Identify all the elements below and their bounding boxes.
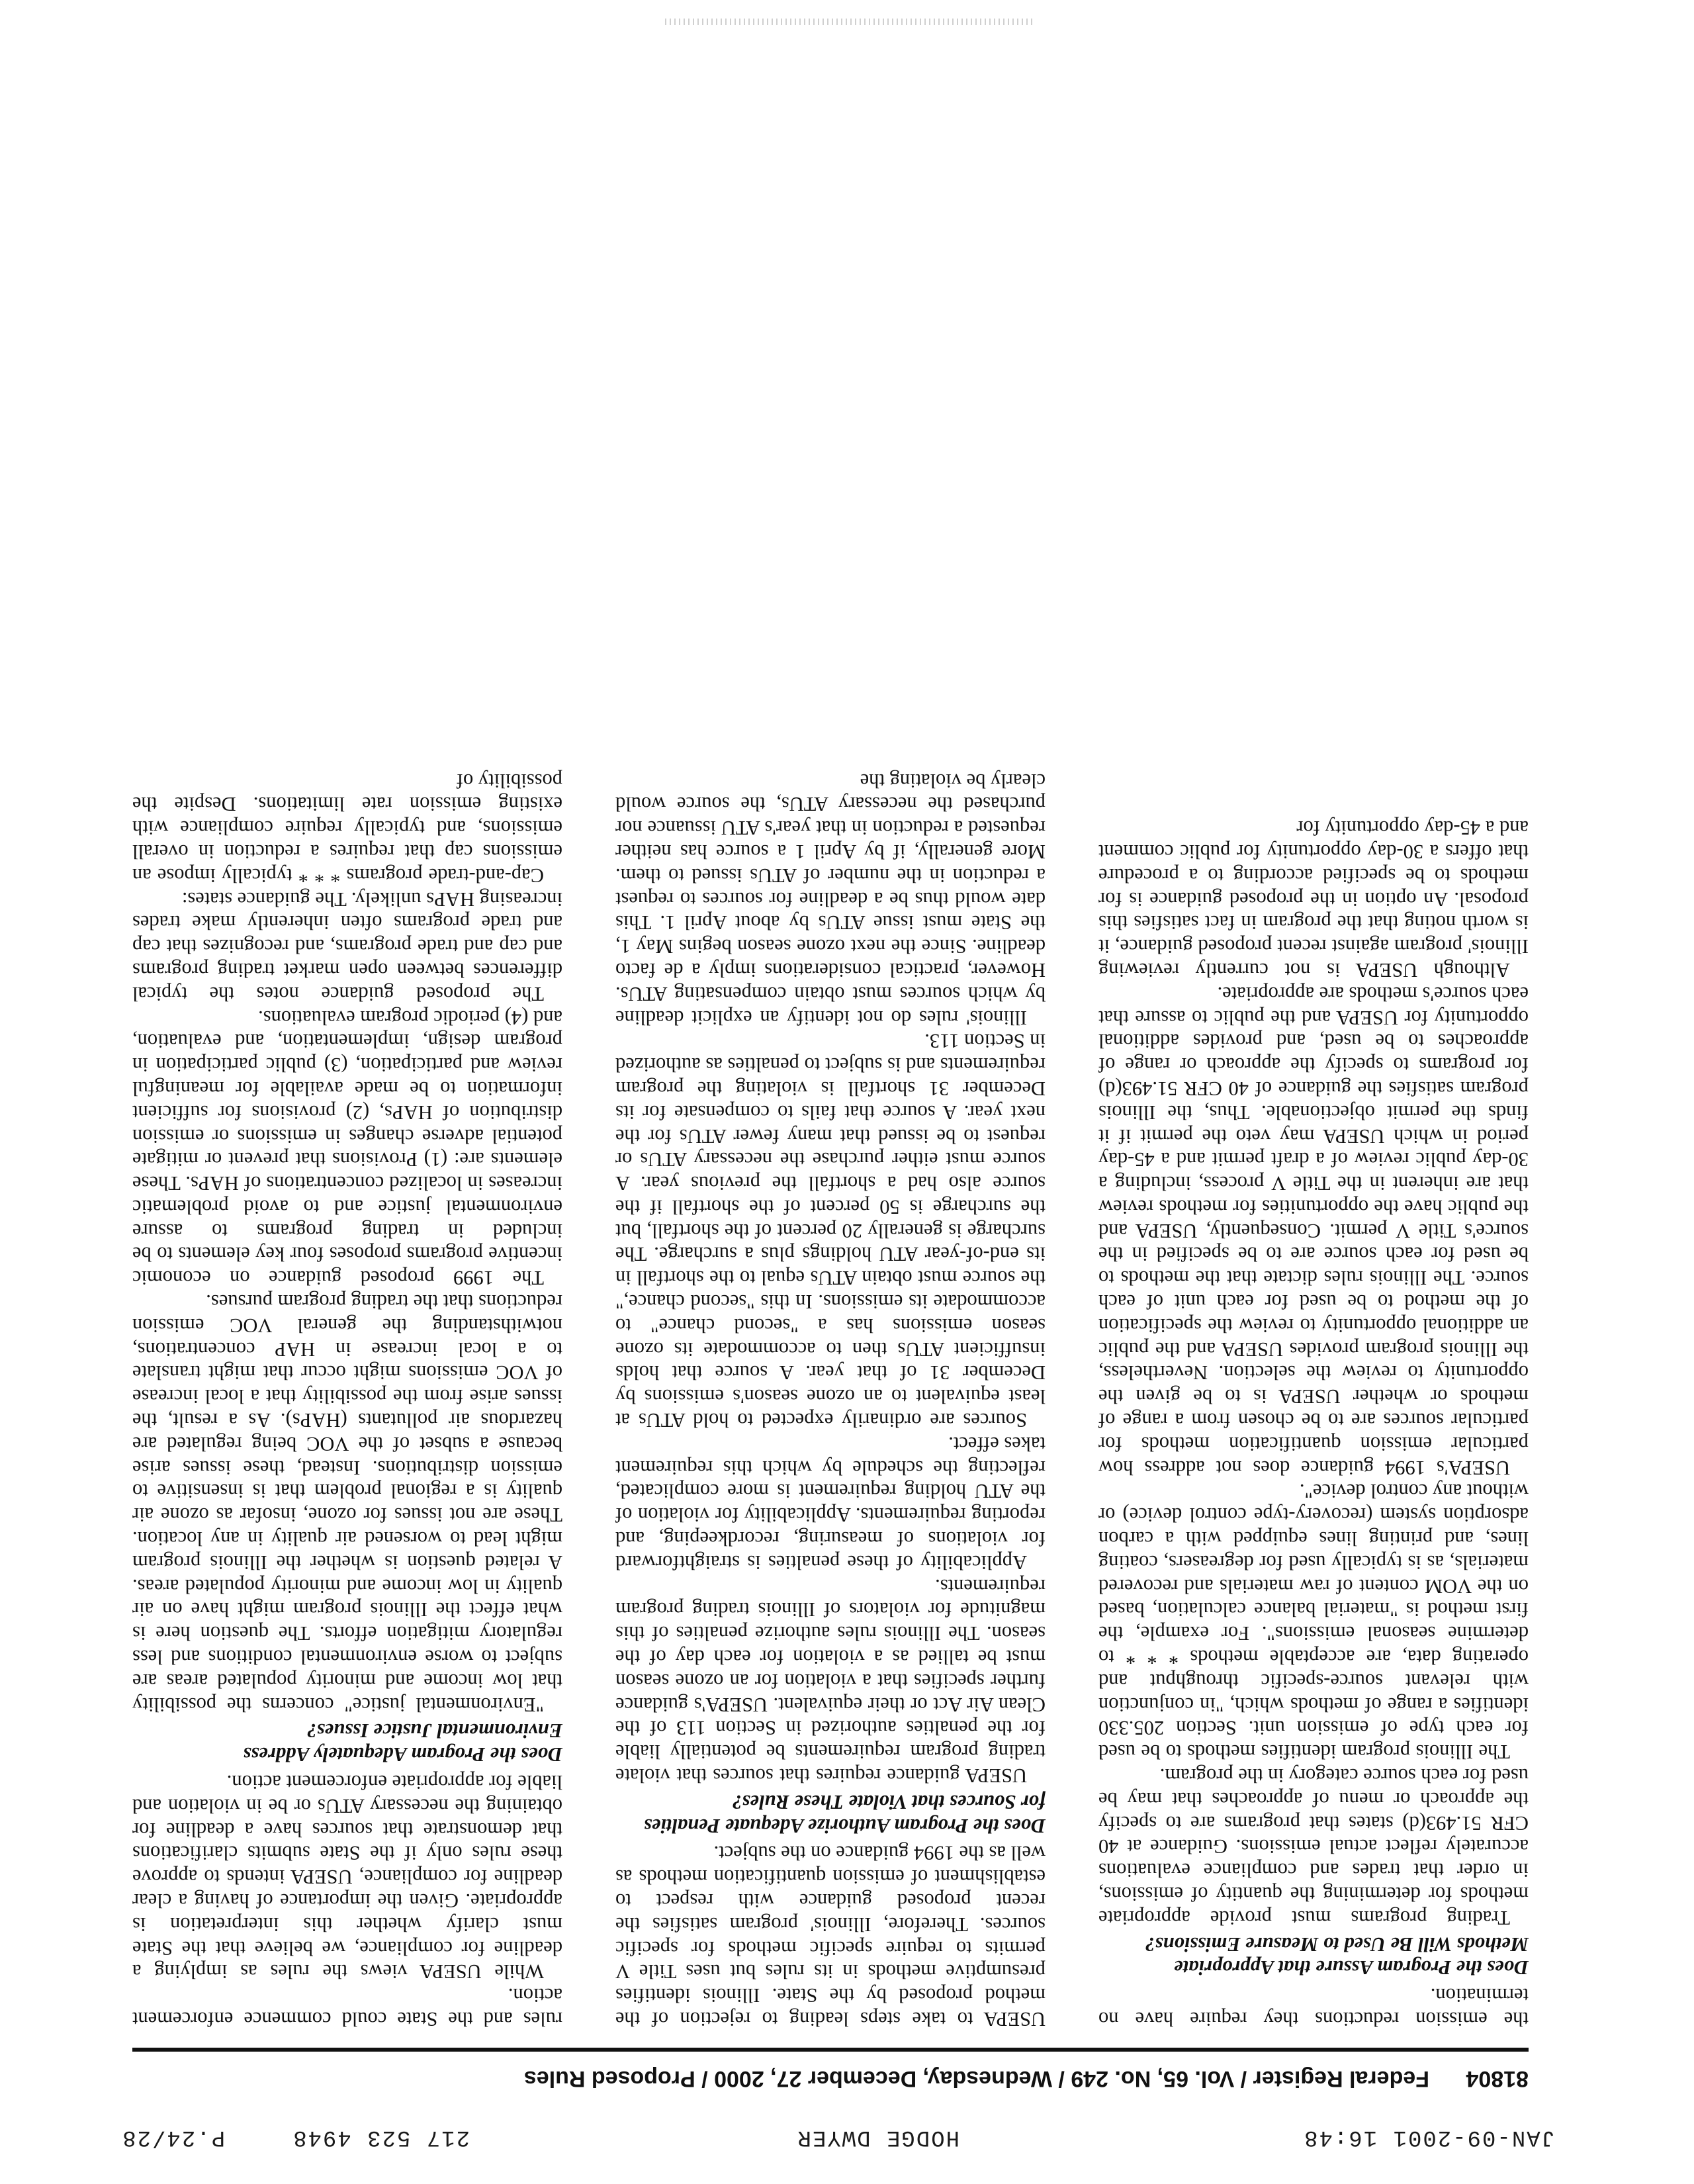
paragraph: rules and the State could commence enforcement action. [132, 1984, 562, 2030]
paragraph: The proposed guidance notes the typical differences between open market trading programs and cap and trade programs, and recognizes that cap and trade programs often inherently make trades increasing HAPs unlikely. The guidance states: [132, 887, 562, 1005]
paragraph: Although USEPA is not currently reviewing Illinois' program against recent proposed guidance, it is worth noting that the program in fact satisfies this proposal. An option in the proposed guidance is for methods to be specified according to a procedure that offers a 30-day opportunity for public comment and a 45-day opportunity for [1098, 817, 1529, 981]
right-column [132, 768, 562, 2030]
section-heading: Does the Program Adequately Address Environmental Justice Issues? [243, 1719, 562, 1766]
section-heading: Does the Program Authorize Adequate Penalties for Sources that Violate These Rules? [644, 1790, 1046, 1837]
register-title: Federal Register / Vol. 65, No. 249 / Wednesday, December 27, 2000 / Proposed Rules [523, 2066, 1429, 2091]
paragraph: The 1999 proposed guidance on economic incentive programs proposes four key elements to be included in trading programs to assure environmental justice and to avoid problematic increases in localized concentrations of HAPs. These elements are: (1) Provisions that prevent or mitigate potential adverse changes in emissions or emission distribution of HAPs, (2) provisions for sufficient information to be made available for meaningful review and participation, (3) public participation in program design, implementation, and evaluation, and (4) periodic program evaluations. [132, 1006, 562, 1290]
register-page-number: 81804 [1466, 2066, 1529, 2091]
paragraph: Sources are ordinarily expected to hold ATUs at least equivalent to an ozone season's emissions by December 31 of that year. A source that holds insufficient ATUs then to accommodate its ozone season emissions has a "second chance" to accommodate its emissions. In this "second chance," the source must obtain ATUs equal to the shortfall in its end-of-year ATU holdings plus a surcharge. The surcharge is generally 20 percent of the shortfall, but the surcharge is 50 percent of the shortfall if the source also had a shortfall the previous year. A source must either purchase the necessary ATUs or request to be issued that many fewer ATUs for the next year. A source that fails to compensate for its December 31 shortfall is violating the program requirements and is subject to penalties as authorized in Section 113. [615, 1030, 1046, 1432]
paragraph: Applicability of these penalties is straightforward for violations of measuring, recordkeeping, and reporting requirements. Applicability for violation of the ATU holding requirement is more complicated, reflecting the schedule by which this requirement takes effect. [615, 1432, 1046, 1574]
fax-page-count: P.24/28 [121, 2124, 225, 2150]
paragraph: The Illinois program identifies methods to be used for each type of emission unit. Section 205.330 identifies a range of methods which, "in conjunction with relevant source-specific throughput and operating data, are acceptable methods * * * to determine seasonal emissions". For example, the first method is "material balance calculation, based on the VOM content of raw materials and recovered materials, as is typically used for degreasers, coating lines, and printing lines equipped with a carbon adsorption system (recovery-type control device) or without any control device". [1098, 1480, 1529, 1764]
paragraph: Illinois' rules do not identify an explicit deadline by which sources must obtain compensating ATUs. However, practical considerations imply a de facto deadline. Since the next ozone season begins May 1, the State must issue ATUs by about April 1. This date would thus be a deadline for sources to request a reduction in the number of ATUs issued to them. More generally, if by April 1 a source has neither requested a reduction in that year's ATU issuance nor purchased the necessary ATUs, the source would clearly be violating the [615, 769, 1046, 1029]
paragraph: Trading programs must provide appropriate methods for determining the quantity of emissions, in order that trades and compliance evaluations accurately reflect actual emissions. Guidance at 40 CFR 51.493(d) states that programs are to specify the approach or menu of approaches that may be used for each source category in the program. [1098, 1764, 1529, 1929]
section-heading: Does the Program Assure that Appropriate Methods Will Be Used to Measure Emissions? [1145, 1933, 1529, 1979]
paragraph: "Environmental justice" concerns the possibility that low income and minority populated areas are subject to worse environmental conditions and less regulatory mitigation efforts. The question here is what effect the Illinois program might have on air quality in low income and minority populated areas. A related question is whether the Illinois program might lead to worsened air quality in any location. These are not issues for ozone, insofar as ozone air quality is a regional problem that is insensitive to emission distributions. Instead, these issues arise because a subset of the VOC being regulated are hazardous air pollutants (HAPs). As a result, the issues arise from the possibility that a local increase of VOC emissions might occur that might translate to a local increase in HAP concentrations, notwithstanding the general VOC emission reductions that the trading program pursues. [132, 1291, 562, 1716]
paragraph: USEPA guidance requires that sources that violate trading program requirements be potentially liable for the penalties authorized in Section 113 of the Clean Air Act or their equivalent. USEPA's guidance further specifies that a violation for an ozone season must be tallied as a violation for each day of the season. The Illinois rules authorize penalties of this magnitude for violators of Illinois trading program requirements. [615, 1574, 1046, 1788]
fax-date-time: JAN-09-2001 16:48 [1303, 2124, 1555, 2150]
paragraph: USEPA to take steps leading to rejection of the method proposed by the State. Illinois identifies presumptive methods in its rules but uses Title V permits to require specific methods for specific sources. Therefore, Illinois' program satisfies the recent proposed guidance with respect to establishment of emission quantification methods as well as the 1994 guidance on the subject. [615, 1842, 1046, 2030]
paragraph: While USEPA views the rules as implying a deadline for compliance, we believe that the State must clarify whether this interpretation is appropriate. Given the importance of having a clear deadline for compliance, USEPA intends to approve these rules only if the State submits clarifications that demonstrate that sources have a deadline for obtaining the necessary ATUs or be in violation and liable for appropriate enforcement action. [132, 1771, 562, 1983]
quoted-paragraph: Cap-and-trade programs * * * typically impose an emissions cap that requires a reduction in overall emissions, and typically require compliance with existing emission rate limitations. Despite the possibility of [132, 769, 562, 887]
middle-column [615, 768, 1046, 2030]
header-rule [132, 2048, 1529, 2052]
fax-sender: HODGE DWYER [796, 2124, 959, 2150]
paragraph: USEPA's 1994 guidance does not address how particular emission quantification methods for particular sources are to be chosen from a range of methods or whether USEPA is to be given the opportunity to review the selection. Nevertheless, the Illinois program provides USEPA and the public an additional opportunity to review the specification of the method to be used for each unit of each source. The Illinois rules dictate that the methods to be used for each source are to be specified in the source's Title V permit. Consequently, USEPA and the public have the opportunities for methods review that are inherent in the Title V process, including a 30-day public review of a draft permit and a 45-day period in which USEPA may veto the permit if it finds the permit objectionable. Thus, the Illinois program satisfies the guidance of 40 CFR 51.493(d) for programs to specify the approach or range of approaches to be used, and provides additional opportunity for USEPA and the public to assure that each source's methods are appropriate. [1098, 982, 1529, 1479]
scan-noise [662, 19, 1032, 25]
federal-register-header [132, 2057, 1529, 2097]
fax-phone-number: 217 523 4948 [292, 2124, 470, 2150]
fax-header [119, 2116, 1555, 2150]
paragraph: the emission reductions they require have no termination. [1098, 1984, 1529, 2030]
left-column [1098, 815, 1529, 2030]
